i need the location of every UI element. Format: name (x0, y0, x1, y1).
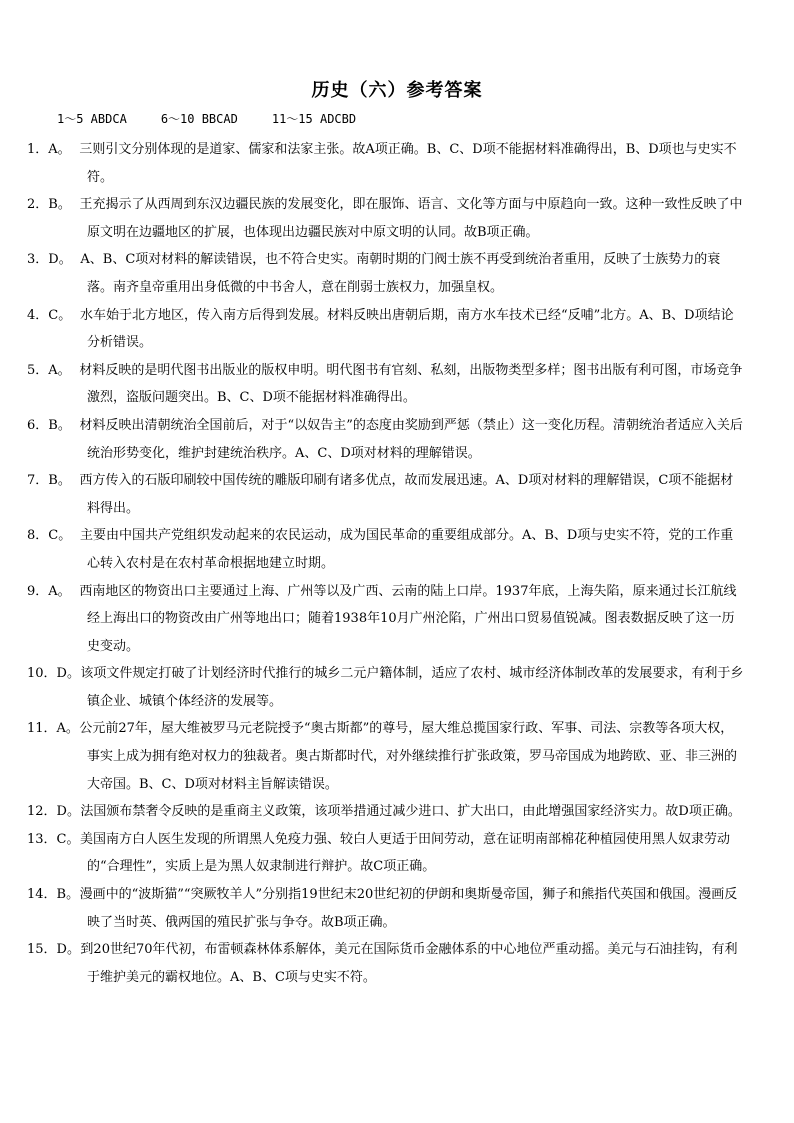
item-number: 1．A。 (27, 142, 71, 157)
item-number: 6．B。 (27, 417, 71, 433)
list-item (27, 191, 745, 246)
item-number: 14．B。 (27, 887, 80, 903)
list-item (27, 412, 745, 467)
answer-key-group: 6～10 BBCAD (160, 112, 238, 126)
item-number: 3．D。 (27, 252, 72, 268)
item-number: 7．B。 (27, 473, 71, 489)
list-item (27, 881, 745, 936)
item-text: 美国南方白人医生发现的所谓黑人免疫力强、较白人更适于田间劳动，意在证明南部棉花种植园使用黑人奴隶劳动的“合理性”，实质上是为黑人奴隶制进行辩护。故C项正确。 (79, 831, 730, 875)
item-text: 材料反映出清朝统治全国前后，对于“以奴告主”的态度由奖励到严惩（禁止）这一变化历程。清朝统治者适应入关后统治形势变化，维护封建统治秩序。A、C、D项对材料的理解错误。 (79, 417, 743, 461)
list-item (27, 798, 745, 826)
item-text: 西南地区的物资出口主要通过上海、广州等以及广西、云南的陆上口岸。1937年底，上海失陷，原来通过长江航线经上海出口的物资改由广州等地出口；随着1938年10月广州沦陷，广州出口贸易值锐减。图表数据反映了这一历史变动。 (79, 583, 737, 654)
item-text: 王充揭示了从西周到东汉边疆民族的发展变化，即在服饰、语言、文化等方面与中原趋向一致。这种一致性反映了中原文明在边疆地区的扩展，也体现出边疆民族对中原文明的认同。故B项正确。 (79, 197, 743, 240)
item-number: 8．C。 (27, 528, 72, 544)
list-item (27, 826, 745, 881)
item-text: 西方传入的石版印刷较中国传统的雕版印刷有诸多优点，故而发展迅速。A、D项对材料的理解错误，C项不能据材料得出。 (79, 473, 734, 516)
item-text: 漫画中的“波斯猫”“突厥牧羊人”分别指19世纪末20世纪初的伊朗和奥斯曼帝国，狮子和熊指代英国和俄国。漫画反映了当时英、俄两国的殖民扩张与争夺。故B项正确。 (79, 887, 738, 930)
answer-explanations (27, 136, 745, 991)
item-number: 10．D。 (27, 666, 80, 682)
item-number: 2．B。 (27, 197, 71, 213)
item-number: 9．A。 (27, 583, 71, 599)
item-number: 15．D。 (27, 942, 80, 958)
item-text: 该项文件规定打破了计划经济时代推行的城乡二元户籍体制，适应了农村、城市经济体制改革的发展要求，有利于乡镇企业、城镇个体经济的发展等。 (80, 666, 744, 709)
answer-key-group: 11～15 ADCBD (271, 112, 357, 126)
item-text: 主要由中国共产党组织发动起来的农民运动，成为国民革命的重要组成部分。A、B、D项与史实不符，党的工作重心转入农村是在农村革命根据地建立时期。 (79, 528, 734, 571)
list-item (27, 715, 745, 798)
item-text: 到20世纪70年代初，布雷顿森林体系解体，美元在国际货币金融体系的中心地位严重动摇。美元与石油挂钩，有利于维护美元的霸权地位。A、B、C项与史实不符。 (80, 942, 738, 985)
list-item (27, 660, 745, 715)
answer-key (57, 110, 390, 127)
item-text: A、B、C项对材料的解读错误，也不符合史实。南朝时期的门阀士族不再受到统治者重用，反映了士族势力的衰落。南齐皇帝重用出身低微的中书舍人，意在削弱士族权力，加强皇权。 (80, 252, 721, 295)
item-number: 5．A。 (27, 362, 71, 378)
list-item (27, 246, 745, 301)
list-item (27, 578, 745, 661)
list-item (27, 467, 745, 522)
page-title: 历史（六）参考答案 (311, 80, 483, 101)
item-text: 水车始于北方地区，传入南方后得到发展。材料反映出唐朝后期，南方水车技术已经“反哺”北方。A、B、D项结论分析错误。 (79, 307, 734, 351)
item-text: 材料反映的是明代图书出版业的版权申明。明代图书有官刻、私刻，出版物类型多样；图书出版有利可图，市场竞争激烈，盗版问题突出。B、C、D项不能据材料准确得出。 (79, 362, 743, 406)
item-number: 11．A。 (27, 721, 79, 737)
item-number: 4．C。 (27, 307, 72, 323)
list-item (27, 136, 745, 191)
item-text: 三则引文分别体现的是道家、儒家和法家主张。故A项正确。B、C、D项不能据材料准确得出，B、D项也与史实不符。 (79, 142, 737, 185)
list-item (27, 522, 745, 577)
item-text: 法国颁布禁奢令反映的是重商主义政策，该项举措通过减少进口、扩大出口，由此增强国家经济实力。故D项正确。 (80, 804, 741, 820)
list-item (27, 936, 745, 991)
item-text: 公元前27年，屋大维被罗马元老院授予“奥古斯都”的尊号，屋大维总揽国家行政、军事、司法、宗教等各项大权，事实上成为拥有绝对权力的独裁者。奥古斯都时代，对外继续推行扩张政策，罗马帝国成为地跨欧、亚、非三洲的大帝国。B、C、D项对材料主旨解读错误。 (79, 721, 738, 792)
list-item (27, 302, 745, 357)
answer-key-group: 1～5 ABDCA (57, 112, 127, 126)
list-item (27, 357, 745, 412)
item-number: 13．C。 (27, 831, 80, 847)
item-number: 12．D。 (27, 804, 80, 820)
